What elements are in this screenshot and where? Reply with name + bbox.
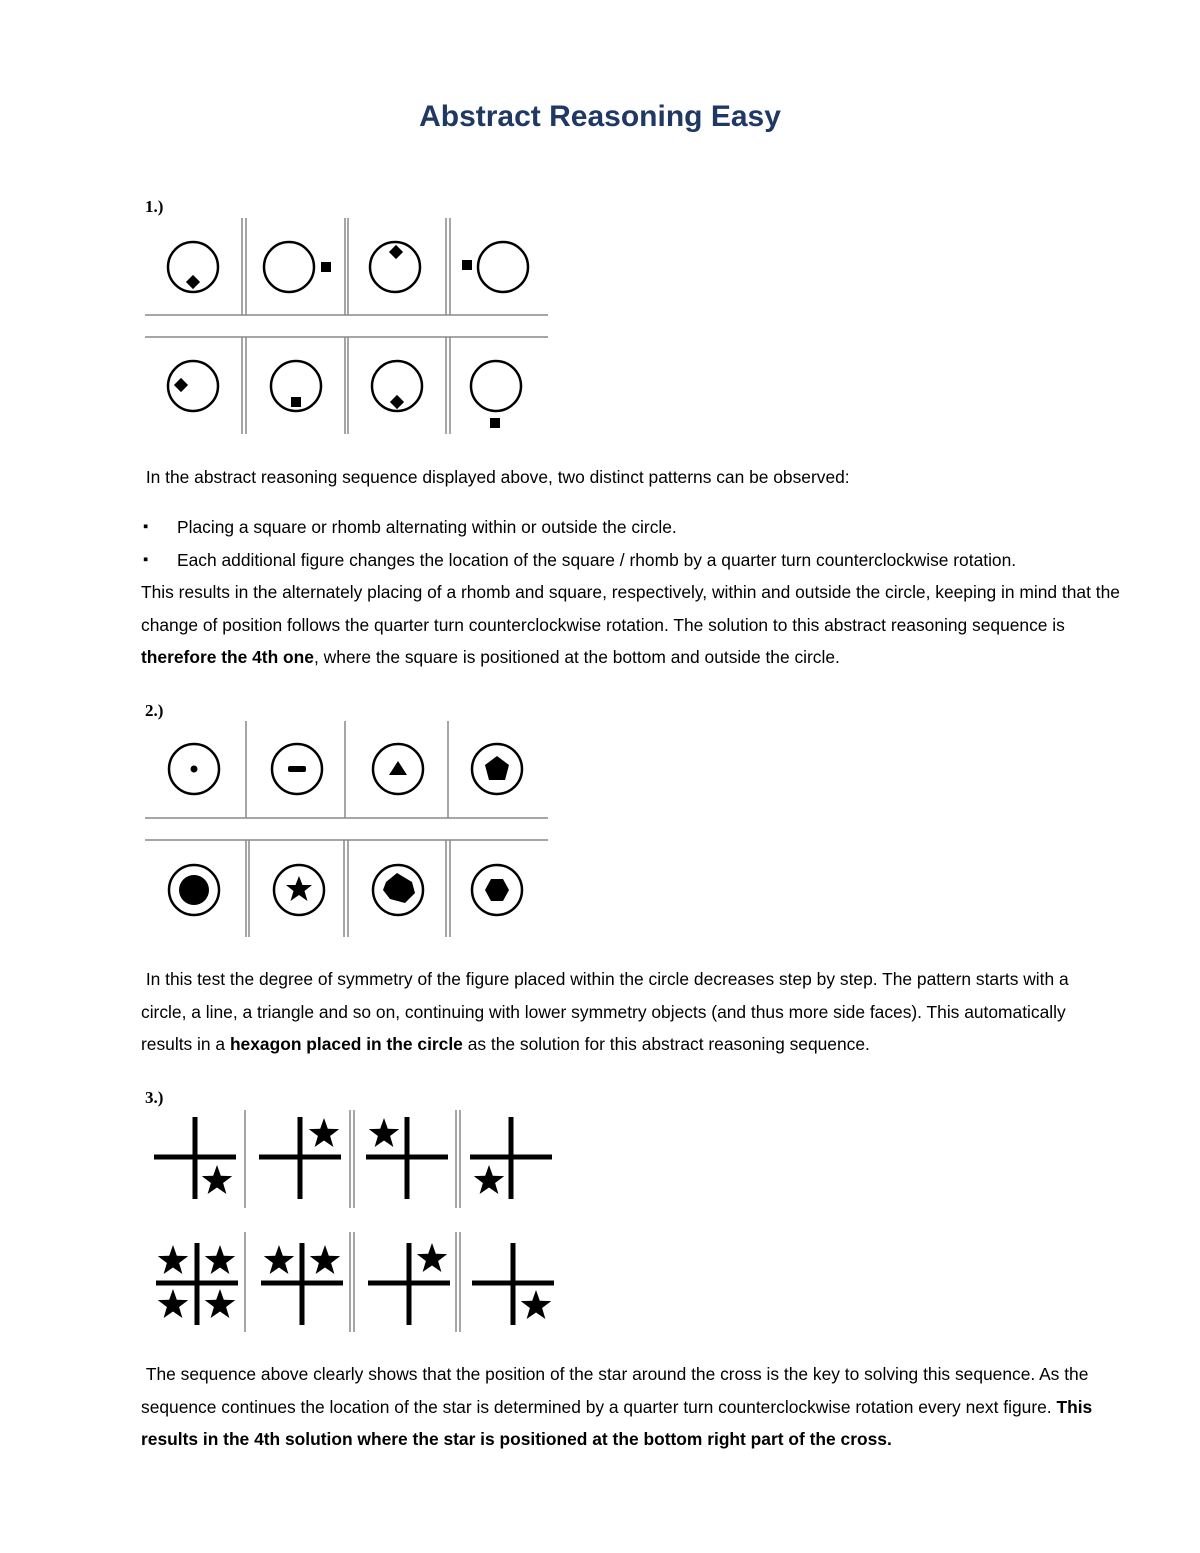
q3-star (309, 1118, 339, 1147)
q2-pentagon (485, 756, 509, 780)
q1-rhomb-1 (186, 275, 200, 289)
question-1-intro: In the abstract reasoning sequence displayed above, two distinct patterns can be observed: (145, 467, 850, 487)
q1-square-4 (462, 260, 472, 270)
q1-circle-4 (478, 242, 528, 292)
q2-filled-circle (179, 875, 209, 905)
q1-rhomb-5 (174, 378, 188, 392)
question-1-bullet-list (141, 511, 1131, 576)
q1-circle-2 (264, 242, 314, 292)
bullet-item: ▪ Each additional figure changes the location of the square / rhomb by a quarter turn counterclockwise rotation. (141, 544, 1131, 577)
q3-star (205, 1289, 235, 1318)
q3-star (521, 1290, 551, 1319)
q1-square-8 (490, 418, 500, 428)
q3-star (474, 1165, 504, 1194)
question-3-number: 3.) (145, 1088, 164, 1107)
q1-circle-8 (471, 361, 521, 411)
page-title: Abstract Reasoning Easy (419, 100, 781, 133)
q2-hexagon (485, 879, 509, 901)
question-2-explanation: In this test the degree of symmetry of the figure placed within the circle decreases step by step. The pattern starts with a circle, a line, a triangle and so on, continuing with lower symmetry objects (and thus more side faces). This automatically results in a hexagon placed in the circle as the solution for this abstract reasoning sequence. (141, 969, 1069, 1054)
question-3-explanation: The sequence above clearly shows that the position of the star around the cross is the key to solving this sequence. As the sequence continues the location of the star is determined by a quarter turn counterclockwise rotation every next figure. This results in the 4th solution where the star is positioned at the bottom right part of the cross. (141, 1364, 1093, 1449)
question-1-explanation: This results in the alternately placing of a rhomb and square, respectively, within and outside the circle, keeping in mind that the change of position follows the quarter turn counterclockwise rotation. The solution to this abstract reasoning sequence is therefore the 4th one, where the square is positioned at the bottom and outside the circle. (141, 582, 1120, 667)
question-1-number: 1.) (145, 197, 164, 216)
q3-star (310, 1245, 340, 1274)
q3-star (205, 1245, 235, 1274)
question-1-figure (140, 215, 560, 440)
question-2-number: 2.) (145, 701, 164, 720)
q3-star (202, 1165, 232, 1194)
question-3-figure (140, 1105, 560, 1335)
q3-star (417, 1243, 447, 1272)
question-2-figure (140, 718, 560, 943)
bullet-item: ▪ Placing a square or rhomb alternating within or outside the circle. (141, 511, 1131, 544)
q2-dot (191, 766, 198, 773)
q2-triangle (389, 761, 407, 775)
q1-rhomb-3 (389, 245, 403, 259)
q3-star (369, 1118, 399, 1147)
q1-square-2 (321, 262, 331, 272)
q2-line (288, 766, 306, 772)
q2-star (286, 876, 312, 901)
q1-square-6 (291, 397, 301, 407)
q3-star (264, 1245, 294, 1274)
q2-irregular-shape (383, 873, 415, 903)
q3-star (158, 1245, 188, 1274)
q1-rhomb-7 (390, 395, 404, 409)
q3-star (158, 1289, 188, 1318)
